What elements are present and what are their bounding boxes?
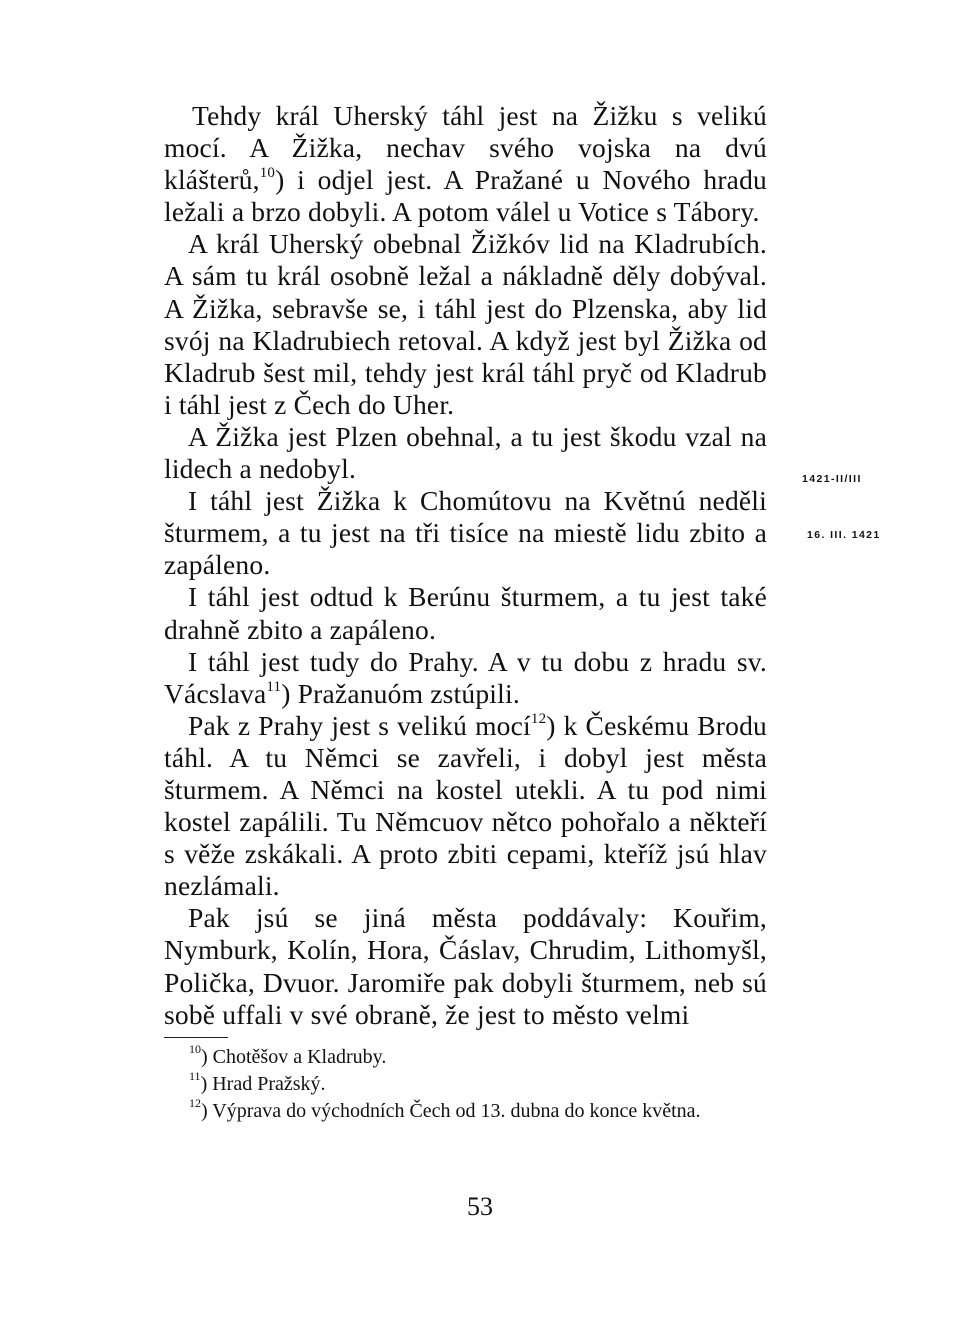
- footnote-10: [164, 1044, 767, 1071]
- margin-date-note: 1421-II/III: [802, 473, 862, 485]
- paragraph-6: [164, 646, 767, 710]
- paragraph-text: A Žižka jest Plzen obehnal, a tu jest škodu vzal na lidech a nedobyl.: [164, 420, 767, 485]
- paragraph-1: [164, 100, 767, 228]
- footnote-ref-12: 12: [530, 710, 547, 727]
- paragraph-text: A král Uherský obebnal Žižkóv lid na Kladrubích. A sám tu král osobně ležal a nákladně děly dobýval. A Žižka, sebravše se, i táhl jest do Plzenska, aby lid svój na Kladrubiech retoval. A když jest byl Žižka od Kladrub šest mil, tehdy jest král táhl pryč od Kladrub i táhl jest z Čech do Uher.: [164, 228, 767, 420]
- paragraph-7: [164, 710, 767, 903]
- footnote-ref-11: 11: [266, 678, 282, 695]
- paragraph-text: I táhl jest tudy do Prahy. A v tu dobu z hradu sv. Vácslava: [164, 645, 767, 709]
- footnotes: [164, 1044, 767, 1125]
- paragraph-text: Tehdy král Uherský táhl jest na Žižku s velikú mocí. A Žižka, nechav svého vojska na dvú klášterů,: [164, 100, 767, 196]
- paragraph-4: [164, 485, 767, 581]
- main-text: [164, 100, 767, 1031]
- footnote-text: ) Chotěšov a Kladruby.: [201, 1046, 387, 1068]
- footnote-text: ) Výprava do východních Čech od 13. dubna do konce května.: [201, 1100, 701, 1122]
- footnote-text: ) Hrad Pražský.: [200, 1073, 326, 1095]
- paragraph-text: Pak jsú se jiná města poddávaly: Kouřim, Nymburk, Kolín, Hora, Čáslav, Chrudim, Lithomyšl, Polička, Dvuor. Jaromiře pak dobyli šturmem, neb sú sobě uffali v své obraně, že jest to město velmi: [164, 902, 767, 1030]
- footnote-ref-10: 10: [259, 165, 276, 182]
- paragraph-3: [164, 421, 767, 485]
- paragraph-text: I táhl jest Žižka k Chomútovu na Květnú neděli šturmem, a tu jest na tři tisíce na miestě lidu zbito a zapáleno.: [164, 485, 767, 581]
- paragraph-text: I táhl jest odtud k Berúnu šturmem, a tu jest také drahně zbito a zapáleno.: [164, 581, 767, 645]
- footnote-12: [164, 1098, 767, 1125]
- footnote-separator: [164, 1037, 228, 1038]
- paragraph-2: [164, 228, 767, 421]
- paragraph-text: ) k Českému Brodu táhl. A tu Němci se zavřeli, i dobyl jest města šturmem. A Němci na kostel utekli. A tu pod nimi kostel zapálili. Tu Němcuov nětco pohořalo a někteří s věže zskákali. A proto zbiti cepami, kteříž jsú hlav nezlámali.: [164, 709, 768, 902]
- footnote-mark: 11: [189, 1069, 201, 1084]
- page-number: 53: [467, 1192, 493, 1221]
- paragraph-text: ) i odjel jest. A Pražané u Nového hradu ležali a brzo dobyli. A potom válel u Votice s Tábory.: [164, 164, 767, 228]
- paragraph-text: ) Pražanuóm zstúpili.: [281, 677, 520, 709]
- paragraph-8: [164, 902, 767, 1030]
- paragraph-5: [164, 581, 767, 645]
- margin-date-note: 16. III. 1421: [807, 529, 881, 541]
- footnote-mark: 10: [189, 1042, 201, 1057]
- footnote-mark: 12: [189, 1096, 201, 1111]
- paragraph-text: Pak z Prahy jest s velikú mocí: [188, 709, 531, 741]
- footnote-11: [164, 1071, 767, 1098]
